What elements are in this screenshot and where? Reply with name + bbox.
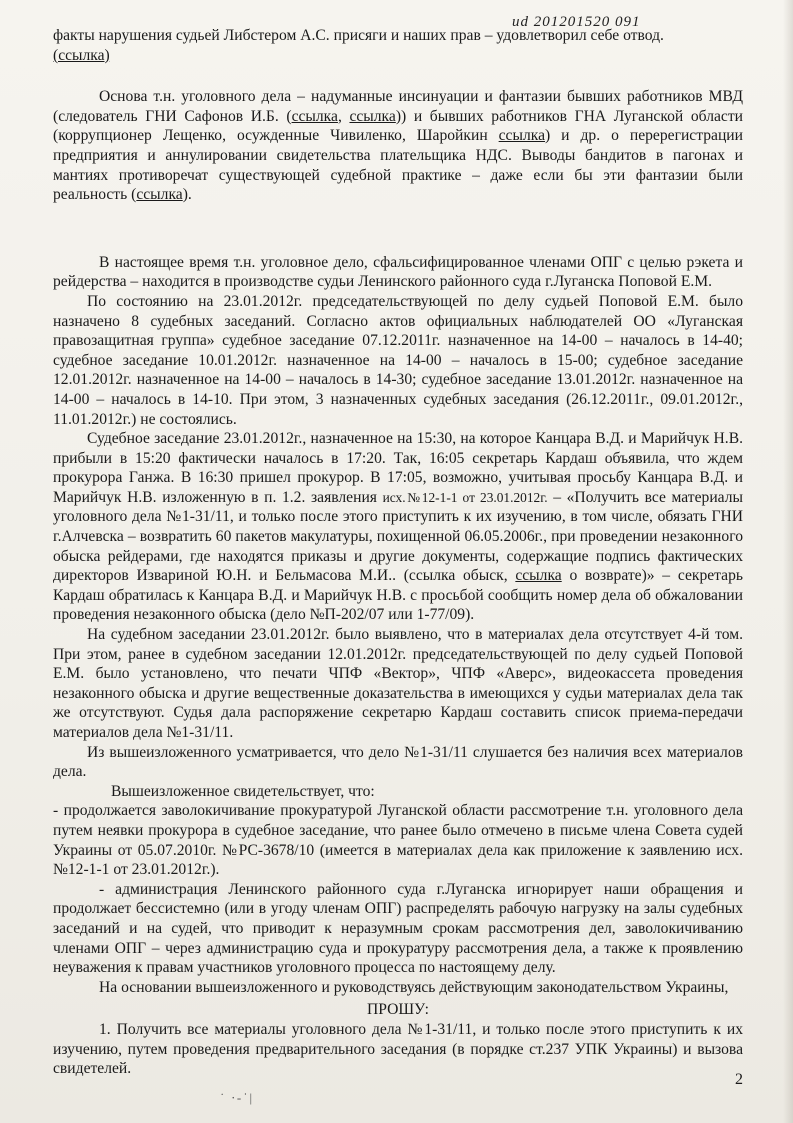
paragraph-5 [53,429,743,625]
document-body [53,26,743,1079]
paragraph-2-text-4: ) и др. о перерегистрации предприятия и аннулировании свидетельства плательщика НДС. Выводы бандитов в пагонах и мантиях противоречат существующей судебной практике – даже если бы эти фантазии были реальность ( [53,127,743,204]
request-heading: ПРОШУ: [367,1001,429,1019]
paragraph-2-text-2: , [337,107,350,125]
paragraph-5-reference: исх.№12-1-1 от 23.01.2012г. [382,489,548,505]
paragraph-8: Вышеизложенное свидетельствует, что: [111,782,375,800]
link-reference[interactable]: ссылка [515,567,562,585]
paragraph-4: По состоянию на 23.01.2012г. председательствующей по делу судьей Поповой Е.М. было назначено 8 судебных заседаний. Согласно актов официальных наблюдателей ОО «Луганская правозащитная группа» судебное заседание 07.12.2011г. назначенное на 14-00 – началось в 14-40; судебное заседание 10.01.2012г. назначенное на 14-00 – началось в 15-00; судебное заседание 12.01.2012г. назначенное на 14-00 – началось в 14-30; судебное заседание 13.01.2012г. назначенное на 14-00 – началось в 14-10. При этом, 3 назначенных судебных заседания (26.12.2011г., 09.01.2012г., 11.01.2012г.) не состоялись. [53,292,743,428]
link-reference[interactable]: ссылка [136,186,183,204]
paper-edge-shadow [783,0,793,1123]
paragraph-2-text-3: )) и бывших работников ГНА Луганской области (коррупционер Лещенко, осужденные Чивиленко, Шаройкин [53,107,743,145]
paragraph-5-text-3: о возврате)» – секретарь Кардаш обратилась к Канцара В.Д. и Марийчук Н.В. с просьбой сообщить номер дела об обжаловании проведения незаконного обыска (дело №П-202/07 или 1-77/09). [53,567,743,624]
handwritten-mark-icon: ˙ ∙-ˈ| [220,1090,255,1105]
page-number: 2 [735,1071,743,1088]
paragraph-1 [53,26,743,65]
paragraph-1-text: факты нарушения судьей Либстером А.С. присяги и наших прав – удовлетворил себе отвод. [53,27,664,44]
document-stamp: ud 201201520 091 [512,14,641,30]
link-reference[interactable]: ссылка [498,127,546,145]
paragraph-3: В настоящее время т.н. уголовное дело, сфальсифицированное членами ОПГ с целью рэкета и рейдерства – находится в производстве судьи Ленинского районного суда г.Луганска Поповой Е.М. [53,253,743,291]
paragraph-2-text-5: ). [182,186,192,204]
paragraph-5-text-2: – «Получить все материалы уголовного дела №1-31/11, и только после этого приступить к их изучению, в том числе, обязать ГНИ г.Алчевска – возвратить 60 пакетов макулатуры, похищенной 06.05.2006г., при проведении незаконного обыска рейдерами, где находятся приказы и другие документы, содержащие подпись фактических директоров Изваринoй Ю.Н. и Бельмасова М.И.. (ссылка обыск, [53,488,743,585]
paragraph-5-text-1: Судебное заседание 23.01.2012г., назначенное на 15:30, на которое Канцара В.Д. и Марийчук Н.В. прибыли в 15:20 фактически началось в 17:20. Так, 16:05 секретарь Кардаш объявила, что ждем прокурора Ганжа. В 16:30 пришел прокурор. В 17:05, возможно, учитывая просьбу Канцара В.Д. и Марийчук Н.В. изложенную в п. 1.2. заявления [53,430,743,506]
link-reference[interactable]: ссылка [291,107,338,125]
paragraph-9: - продолжается заволокичивание прокуратурой Луганской области рассмотрение т.н. уголовного дела путем неявки прокурора в судебное заседание, что ранее было отмечено в письме члена Совета судей Украины от 05.07.2010г. №РС-3678/10 (имеется в материалах дела как приложение к заявлению исх.№12-1-1 от 23.01.2012г.). [53,802,743,879]
paragraph-7: Из вышеизложенного усматривается, что дело №1-31/11 слушается без наличия всех материалов дела. [53,743,743,781]
paragraph-11: На основании вышеизложенного и руководствуясь действующим законодательством Украины, [99,978,729,996]
paragraph-2 [53,87,743,205]
paragraph-12: 1. Получить все материалы уголовного дела №1-31/11, и только после этого приступить к их изучению, путем проведения предварительного заседания (в порядке ст.237 УПК Украины) и вызова свидетелей. [53,1020,743,1078]
link-reference[interactable]: ссылка [349,107,396,125]
paragraph-6: На судебном заседании 23.01.2012г. было выявлено, что в материалах дела отсутствует 4-й том. При этом, ранее в судебном заседании 12.01.2012г. председательствующей по делу судьей Поповой Е.М. было установлено, что печати ЧПФ «Вектор», ЧПФ «Аверс», видеокассета проведения незаконного обыска и другие вещественные доказательства в имеющихся у судьи материалах дела так же отсутствуют. Судья дала распоряжение секретарю Кардаш составить список приема-передачи материалов дела №1-31/11. [53,626,743,741]
paragraph-10: - администрация Ленинского районного суда г.Луганска игнорирует наши обращения и продолжает бессистемно (или в угоду членам ОПГ) распределять рабочую нагрузку на залы судебных заседаний и на судей, что приводит к неразумным срокам рассмотрения дел, заволокичиванию членами ОПГ – через администрацию суда и прокуратуру рассмотрения дела, а также к проявлению неуважения к правам участников уголовного процесса по настоящему делу. [53,880,743,977]
link-reference[interactable]: (ссылка) [53,46,110,64]
paragraph-2-text-1: Основа т.н. уголовного дела – надуманные инсинуации и фантазии бывших работников МВД (следователь ГНИ Сафонов И.Б. ( [53,88,743,125]
